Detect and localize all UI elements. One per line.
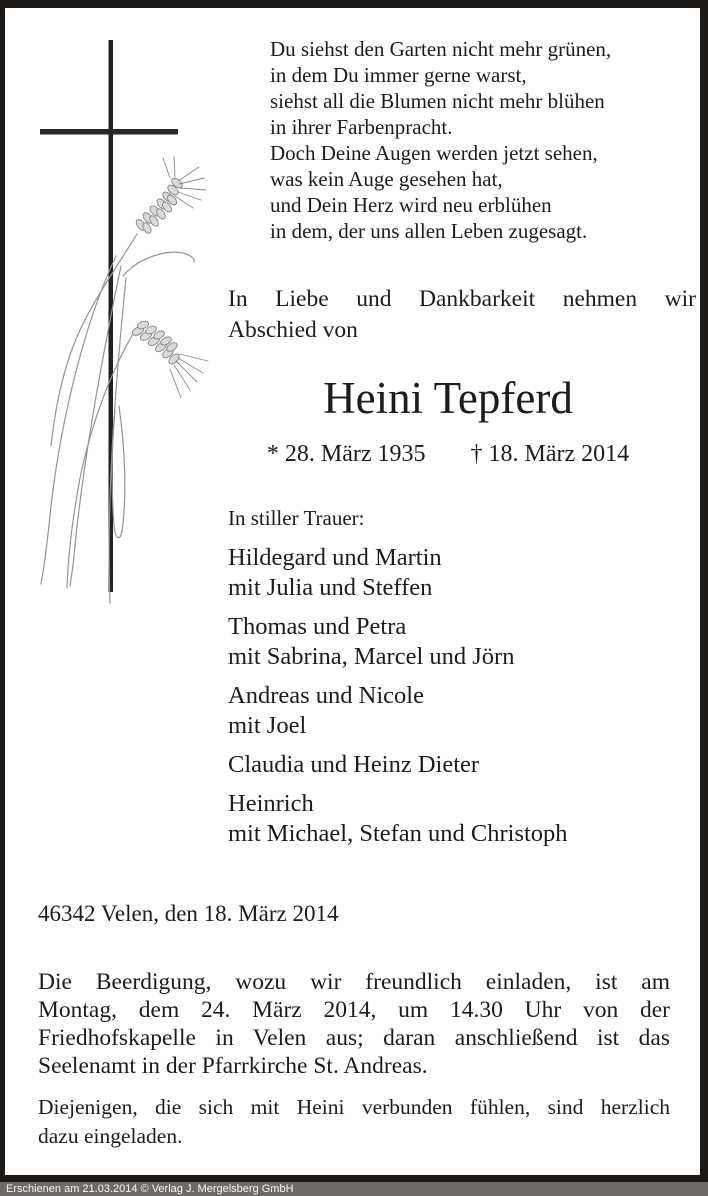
farewell-intro-line: Abschied von	[228, 317, 358, 343]
poem-line: und Dein Herz wird neu erblühen	[270, 193, 552, 217]
mourner-line: Thomas und Petra	[228, 613, 407, 640]
invitation-note-line: Diejenigen, die sich mit Heini verbunden fühlen, sind herzlich	[38, 1095, 670, 1119]
mourner-line: Heinrich	[228, 790, 314, 817]
farewell-intro	[228, 284, 696, 346]
mourner-line: Hildegard und Martin	[228, 544, 442, 571]
poem-line: in ihrer Farbenpracht.	[270, 115, 453, 139]
memorial-poem	[270, 36, 700, 244]
deceased-name: Heini Tepferd	[323, 373, 573, 423]
cross-and-wheat-icon	[20, 28, 220, 628]
poem-line: Du siehst den Garten nicht mehr grünen,	[270, 37, 612, 61]
birth-date: * 28. März 1935	[266, 441, 426, 467]
funeral-details	[38, 968, 670, 1080]
funeral-details-line: Friedhofskapelle in Velen aus; daran anschließend ist das	[38, 1025, 670, 1051]
publisher-footer-text: Erschienen am 21.03.2014 © Verlag J. Mergelsberg GmbH	[6, 1183, 294, 1195]
place-and-date: 46342 Velen, den 18. März 2014	[38, 901, 339, 926]
poem-line: in dem Du immer gerne warst,	[270, 63, 527, 87]
mourner-line: mit Michael, Stefan und Christoph	[228, 820, 568, 847]
mourner-line: Andreas und Nicole	[228, 682, 424, 709]
mourner-line: mit Joel	[228, 712, 307, 739]
life-dates	[228, 438, 668, 470]
farewell-intro-line: In Liebe und Dankbarkeit nehmen wir	[228, 286, 696, 312]
funeral-details-line: Montag, dem 24. März 2014, um 14.30 Uhr von der	[38, 997, 670, 1023]
invitation-note-line: dazu eingeladen.	[38, 1124, 183, 1148]
death-date: † 18. März 2014	[470, 441, 630, 467]
mourner-line: mit Sabrina, Marcel und Jörn	[228, 643, 515, 670]
funeral-details-line: Seelenamt in der Pfarrkirche St. Andreas.	[38, 1053, 428, 1079]
poem-line: in dem, der uns allen Leben zugesagt.	[270, 219, 588, 243]
funeral-details-line: Die Beerdigung, wozu wir freundlich einladen, ist am	[38, 969, 670, 995]
poem-line: Doch Deine Augen werden jetzt sehen,	[270, 141, 598, 165]
mourner-line: Claudia und Heinz Dieter	[228, 751, 480, 778]
publisher-footer	[0, 1182, 708, 1196]
poem-line: was kein Auge gesehen hat,	[270, 167, 503, 191]
mourner-line: mit Julia und Steffen	[228, 574, 433, 601]
mourners-list	[228, 543, 688, 849]
invitation-note	[38, 1093, 670, 1151]
poem-line: siehst all die Blumen nicht mehr blühen	[270, 89, 605, 113]
mourning-label: In stiller Trauer:	[228, 506, 365, 530]
